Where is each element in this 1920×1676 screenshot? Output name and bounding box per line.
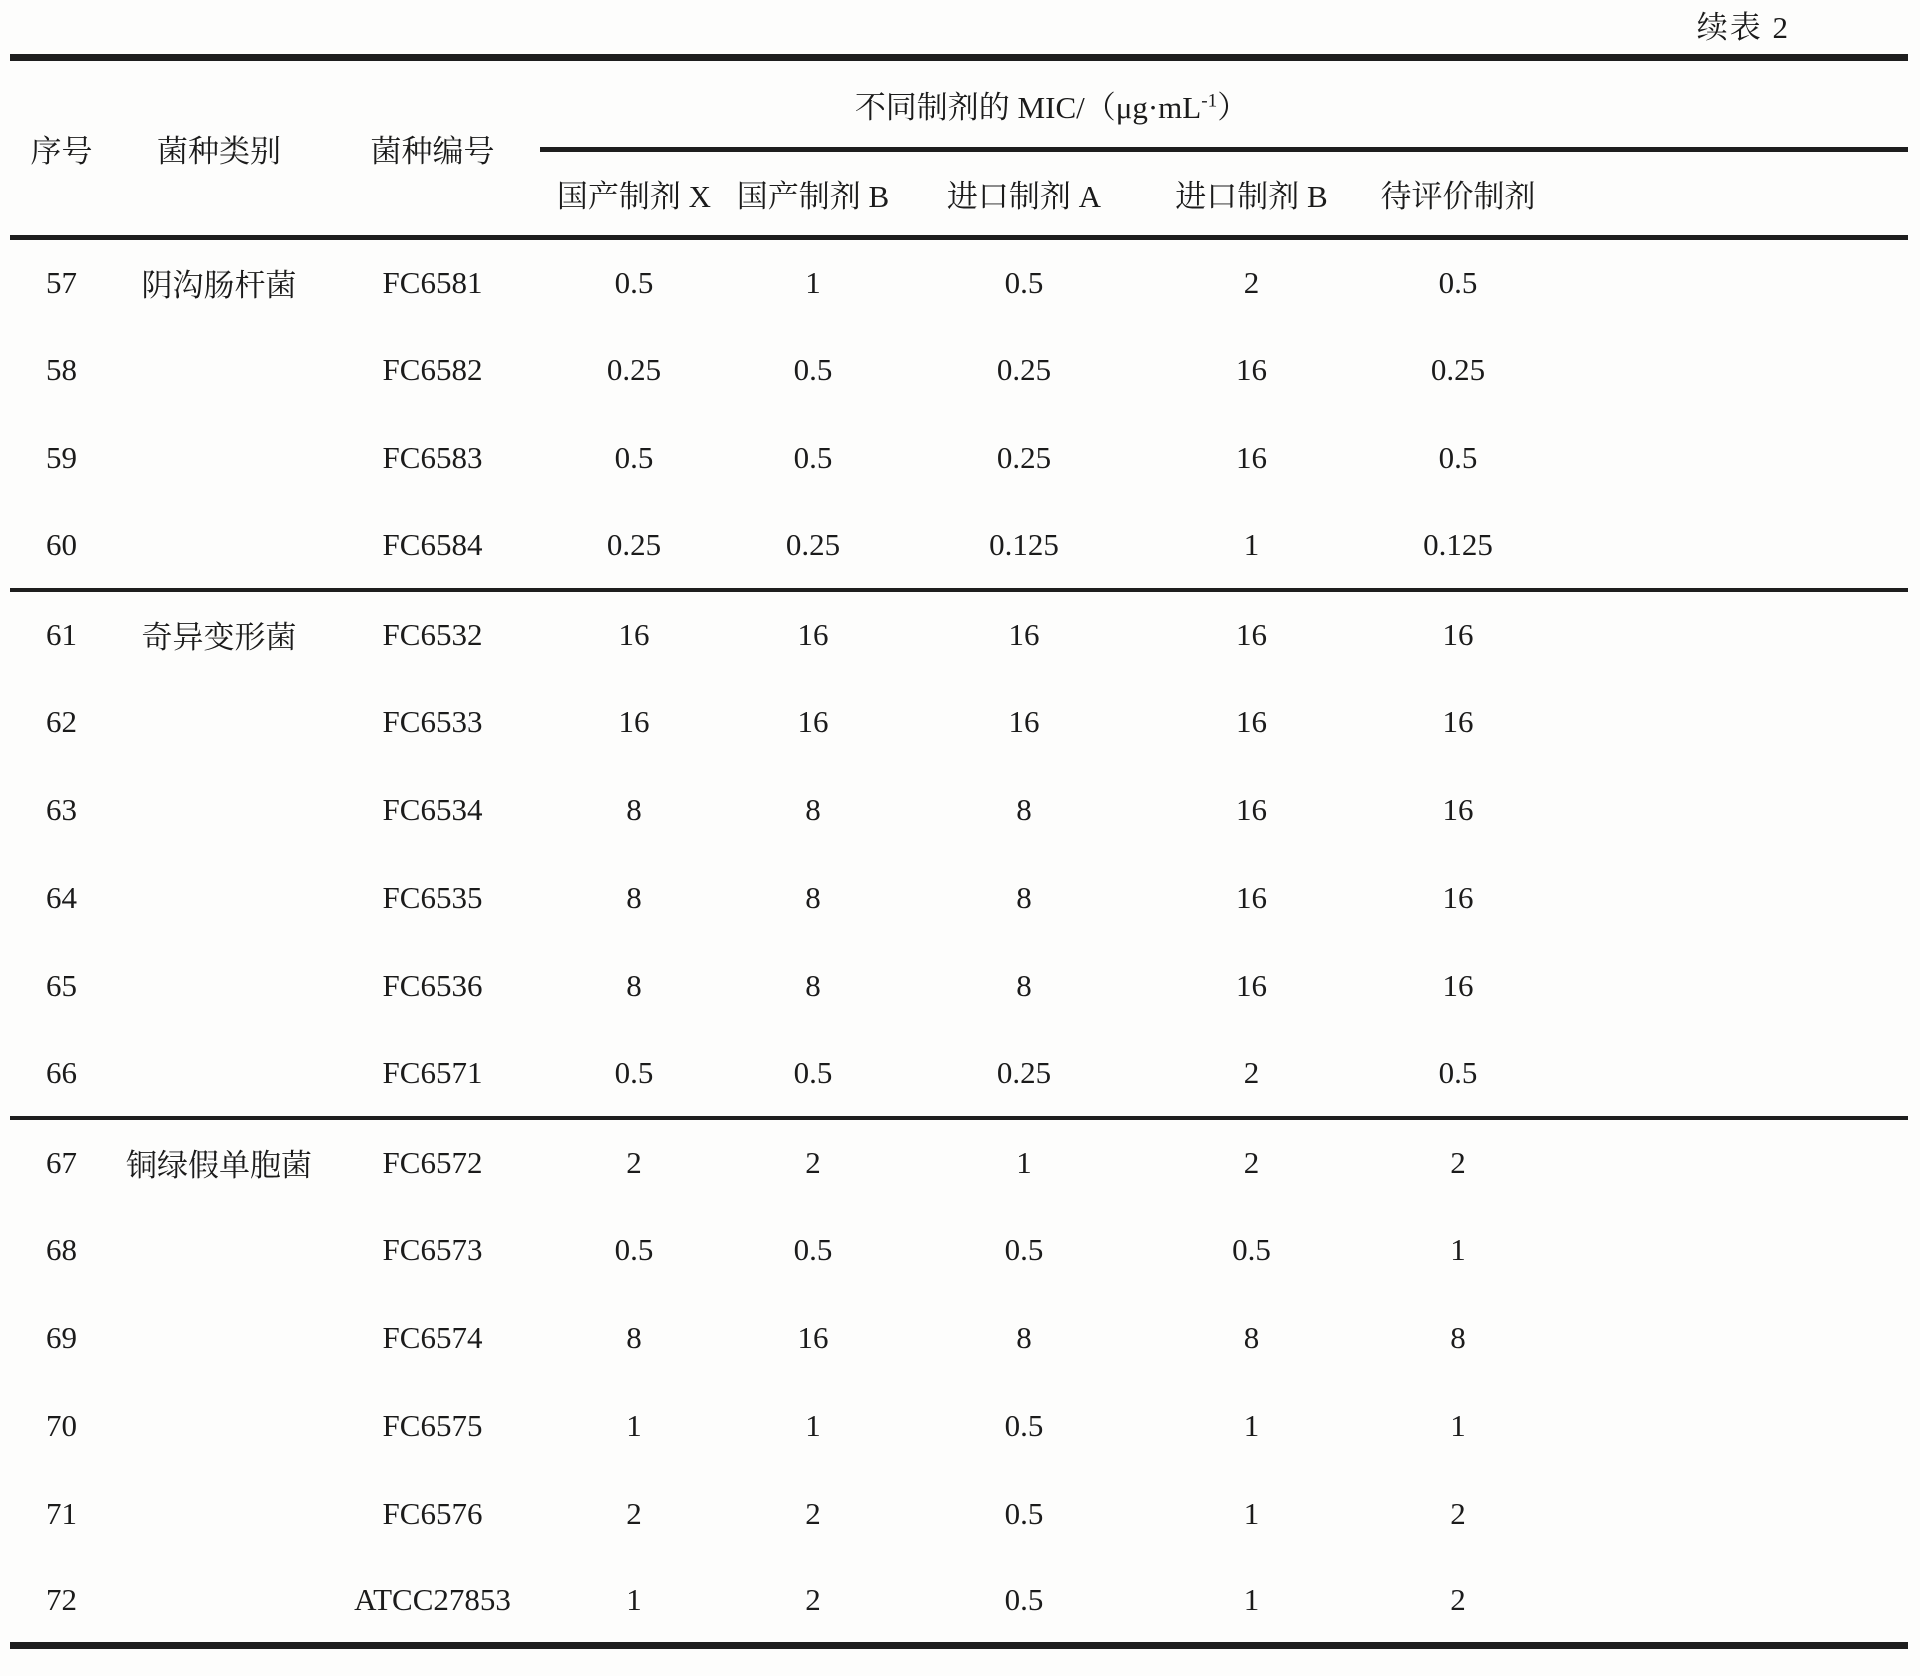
row-spacer-cell — [1563, 1470, 1908, 1558]
mic-value-import-b: 2 — [1243, 264, 1260, 300]
mic-group-header-text: 不同制剂的 MIC/（μg·mL — [854, 89, 1202, 125]
mic-value-candidate: 1 — [1450, 1407, 1466, 1443]
row-strain-id: FC6584 — [382, 526, 483, 562]
mic-value-domestic-x: 1 — [626, 1581, 642, 1617]
mic-value-import-a: 0.5 — [1004, 1495, 1044, 1531]
row-no: 59 — [46, 439, 77, 475]
mic-value-import-a: 0.5 — [1004, 1407, 1044, 1443]
mic-value-domestic-x: 0.5 — [614, 1231, 654, 1267]
row-category — [113, 1470, 325, 1558]
row-no: 58 — [46, 351, 77, 387]
mic-value-domestic-b: 8 — [805, 967, 821, 1003]
mic-value-import-b: 16 — [1236, 791, 1267, 827]
table-row — [10, 590, 1908, 678]
table-header — [10, 58, 1908, 238]
mic-value-domestic-x: 0.5 — [614, 1054, 654, 1090]
mic-value-candidate: 16 — [1442, 879, 1474, 915]
mic-value-domestic-b: 8 — [805, 791, 821, 827]
row-spacer-cell — [1563, 854, 1908, 942]
mic-value-import-a: 0.125 — [989, 526, 1059, 562]
mic-value-domestic-b: 2 — [805, 1581, 821, 1617]
row-category — [113, 854, 325, 942]
mic-value-candidate: 0.5 — [1438, 439, 1478, 475]
row-strain-id: FC6572 — [382, 1144, 483, 1180]
mic-value-domestic-x: 2 — [626, 1144, 642, 1180]
mic-value-import-a: 8 — [1016, 1319, 1032, 1355]
row-category — [113, 414, 325, 502]
row-strain-id: FC6582 — [382, 351, 483, 387]
row-spacer-cell — [1563, 1030, 1908, 1118]
row-no: 71 — [46, 1495, 77, 1531]
header-group-row — [10, 58, 1908, 150]
column-header-category: 菌种类别 — [157, 133, 281, 169]
mic-value-candidate: 2 — [1450, 1495, 1466, 1531]
table-row — [10, 1030, 1908, 1118]
table-row — [10, 1470, 1908, 1558]
mic-value-import-b: 2 — [1243, 1054, 1260, 1090]
row-no: 67 — [46, 1144, 77, 1180]
row-no: 69 — [46, 1319, 77, 1355]
row-strain-id: FC6583 — [382, 439, 483, 475]
column-header-candidate: 待评价制剂 — [1380, 179, 1536, 214]
row-spacer-cell — [1563, 1294, 1908, 1382]
mic-value-domestic-x: 8 — [626, 879, 642, 915]
mic-value-domestic-x: 0.5 — [614, 439, 654, 475]
row-no: 70 — [46, 1407, 77, 1443]
row-category — [113, 502, 325, 590]
row-category — [113, 1294, 325, 1382]
row-spacer-cell — [1563, 678, 1908, 766]
mic-value-import-b: 1 — [1243, 1495, 1260, 1531]
mic-value-import-b: 16 — [1236, 879, 1267, 915]
row-category — [113, 678, 325, 766]
mic-group-header-close: ） — [1217, 89, 1249, 125]
row-strain-id: FC6532 — [382, 616, 483, 652]
mic-value-import-b: 1 — [1243, 526, 1260, 562]
row-strain-id: ATCC27853 — [354, 1581, 511, 1617]
row-category: 阴沟肠杆菌 — [141, 268, 297, 304]
row-spacer-cell — [1563, 1206, 1908, 1294]
mic-value-import-b: 16 — [1236, 616, 1267, 652]
mic-value-import-b: 16 — [1236, 439, 1267, 475]
row-spacer-cell — [1563, 502, 1908, 590]
mic-value-domestic-x: 8 — [626, 967, 642, 1003]
mic-value-candidate: 1 — [1450, 1231, 1466, 1267]
table-row — [10, 1206, 1908, 1294]
mic-value-domestic-x: 0.25 — [606, 351, 662, 387]
mic-value-import-b: 0.5 — [1232, 1231, 1271, 1267]
row-spacer-cell — [1563, 1382, 1908, 1470]
mic-value-import-b: 1 — [1243, 1581, 1260, 1617]
mic-value-candidate: 16 — [1442, 967, 1474, 1003]
row-no: 63 — [46, 791, 77, 827]
table-row — [10, 1294, 1908, 1382]
mic-value-candidate: 2 — [1450, 1581, 1466, 1617]
row-category — [113, 1382, 325, 1470]
mic-value-domestic-b: 8 — [805, 879, 821, 915]
row-strain-id: FC6581 — [382, 264, 483, 300]
mic-value-domestic-x: 0.5 — [614, 264, 654, 300]
row-category — [113, 766, 325, 854]
mic-value-domestic-b: 16 — [797, 1319, 829, 1355]
row-strain-id: FC6576 — [382, 1495, 483, 1531]
table-row — [10, 942, 1908, 1030]
row-strain-id: FC6533 — [382, 703, 483, 739]
mic-value-domestic-x: 0.25 — [606, 526, 662, 562]
mic-value-import-a: 0.5 — [1004, 264, 1044, 300]
mic-value-import-a: 8 — [1016, 791, 1032, 827]
table-row — [10, 766, 1908, 854]
mic-value-import-a: 8 — [1016, 879, 1032, 915]
mic-value-import-a: 8 — [1016, 967, 1032, 1003]
mic-value-import-a: 0.5 — [1004, 1231, 1044, 1267]
mic-value-domestic-x: 8 — [626, 1319, 642, 1355]
row-spacer-cell — [1563, 942, 1908, 1030]
mic-value-import-a: 16 — [1008, 616, 1040, 652]
row-spacer-cell — [1563, 766, 1908, 854]
mic-value-domestic-b: 0.5 — [793, 1231, 833, 1267]
mic-value-import-b: 8 — [1243, 1319, 1260, 1355]
table-body — [10, 238, 1908, 1646]
mic-value-domestic-x: 16 — [618, 703, 650, 739]
mic-group-header — [540, 58, 1563, 150]
mic-value-candidate: 0.25 — [1430, 351, 1486, 387]
mic-unit-exponent: -1 — [1201, 90, 1218, 112]
header-spacer-cell — [1563, 58, 1908, 150]
row-category — [113, 942, 325, 1030]
row-strain-id: FC6575 — [382, 1407, 483, 1443]
table-row — [10, 414, 1908, 502]
row-no: 64 — [46, 879, 77, 915]
row-strain-id: FC6534 — [382, 791, 483, 827]
mic-value-import-a: 16 — [1008, 703, 1040, 739]
table-row — [10, 678, 1908, 766]
row-category — [113, 326, 325, 414]
column-header-strain-id: 菌种编号 — [370, 133, 495, 169]
row-no: 57 — [46, 264, 77, 300]
table-row — [10, 1118, 1908, 1206]
mic-value-domestic-b: 1 — [805, 1407, 821, 1443]
row-strain-id: FC6573 — [382, 1231, 483, 1267]
mic-value-domestic-b: 0.5 — [793, 439, 833, 475]
mic-value-import-a: 0.25 — [996, 351, 1052, 387]
row-spacer-cell — [1563, 414, 1908, 502]
mic-value-domestic-b: 2 — [805, 1144, 821, 1180]
column-header-domestic-x: 国产制剂 X — [556, 179, 712, 214]
mic-value-domestic-b: 0.5 — [793, 351, 833, 387]
mic-value-domestic-b: 2 — [805, 1495, 821, 1531]
row-no: 65 — [46, 967, 77, 1003]
mic-value-domestic-x: 16 — [618, 616, 650, 652]
mic-value-candidate: 16 — [1442, 791, 1474, 827]
mic-value-candidate: 16 — [1442, 616, 1474, 652]
row-spacer-cell — [1563, 326, 1908, 414]
header-spacer-cell — [1563, 150, 1908, 238]
mic-value-import-b: 16 — [1236, 703, 1267, 739]
mic-value-import-b: 1 — [1243, 1407, 1260, 1443]
row-spacer-cell — [1563, 238, 1908, 326]
mic-value-import-b: 16 — [1236, 967, 1267, 1003]
mic-value-domestic-b: 16 — [797, 703, 829, 739]
mic-value-candidate: 2 — [1450, 1144, 1466, 1180]
row-category — [113, 1206, 325, 1294]
table-row — [10, 854, 1908, 942]
mic-value-domestic-b: 16 — [797, 616, 829, 652]
row-category: 奇异变形菌 — [141, 620, 297, 655]
row-no: 72 — [46, 1581, 77, 1617]
mic-value-import-a: 1 — [1016, 1144, 1032, 1180]
mic-value-import-a: 0.25 — [996, 1054, 1052, 1090]
mic-value-candidate: 0.5 — [1438, 264, 1478, 300]
mic-value-candidate: 16 — [1442, 703, 1474, 739]
table-row — [10, 1558, 1908, 1646]
mic-value-domestic-x: 2 — [626, 1495, 642, 1531]
continuation-table-label: 续表 2 — [1696, 10, 1790, 45]
table-row — [10, 1382, 1908, 1470]
row-spacer-cell — [1563, 1558, 1908, 1646]
mic-value-domestic-b: 1 — [805, 264, 821, 300]
column-header-no: 序号 — [30, 133, 93, 169]
row-spacer-cell — [1563, 590, 1908, 678]
row-category: 铜绿假单胞菌 — [126, 1148, 312, 1183]
mic-value-import-b: 16 — [1236, 351, 1267, 387]
mic-value-candidate: 0.125 — [1423, 526, 1493, 562]
column-header-domestic-b: 国产制剂 B — [736, 179, 890, 214]
mic-value-import-a: 0.5 — [1004, 1581, 1044, 1617]
row-spacer-cell — [1563, 1118, 1908, 1206]
mic-value-candidate: 0.5 — [1438, 1054, 1478, 1090]
row-no: 68 — [46, 1231, 77, 1267]
mic-value-domestic-x: 8 — [626, 791, 642, 827]
row-category — [113, 1030, 325, 1118]
row-strain-id: FC6571 — [382, 1054, 483, 1090]
row-strain-id: FC6535 — [382, 879, 483, 915]
row-strain-id: FC6536 — [382, 967, 483, 1003]
mic-table — [10, 54, 1908, 1649]
row-no: 66 — [46, 1054, 77, 1090]
table-row — [10, 238, 1908, 326]
row-no: 61 — [46, 616, 77, 652]
row-no: 62 — [46, 703, 77, 739]
mic-value-domestic-b: 0.25 — [785, 526, 841, 562]
mic-value-domestic-b: 0.5 — [793, 1054, 833, 1090]
mic-value-domestic-x: 1 — [626, 1407, 642, 1443]
mic-value-import-b: 2 — [1243, 1144, 1260, 1180]
row-category — [113, 1558, 325, 1646]
row-no: 60 — [46, 526, 77, 562]
mic-value-import-a: 0.25 — [996, 439, 1052, 475]
mic-value-candidate: 8 — [1450, 1319, 1466, 1355]
table-row — [10, 326, 1908, 414]
row-strain-id: FC6574 — [382, 1319, 483, 1355]
table-row — [10, 502, 1908, 590]
column-header-import-b: 进口制剂 B — [1175, 179, 1328, 214]
column-header-import-a: 进口制剂 A — [946, 179, 1102, 214]
